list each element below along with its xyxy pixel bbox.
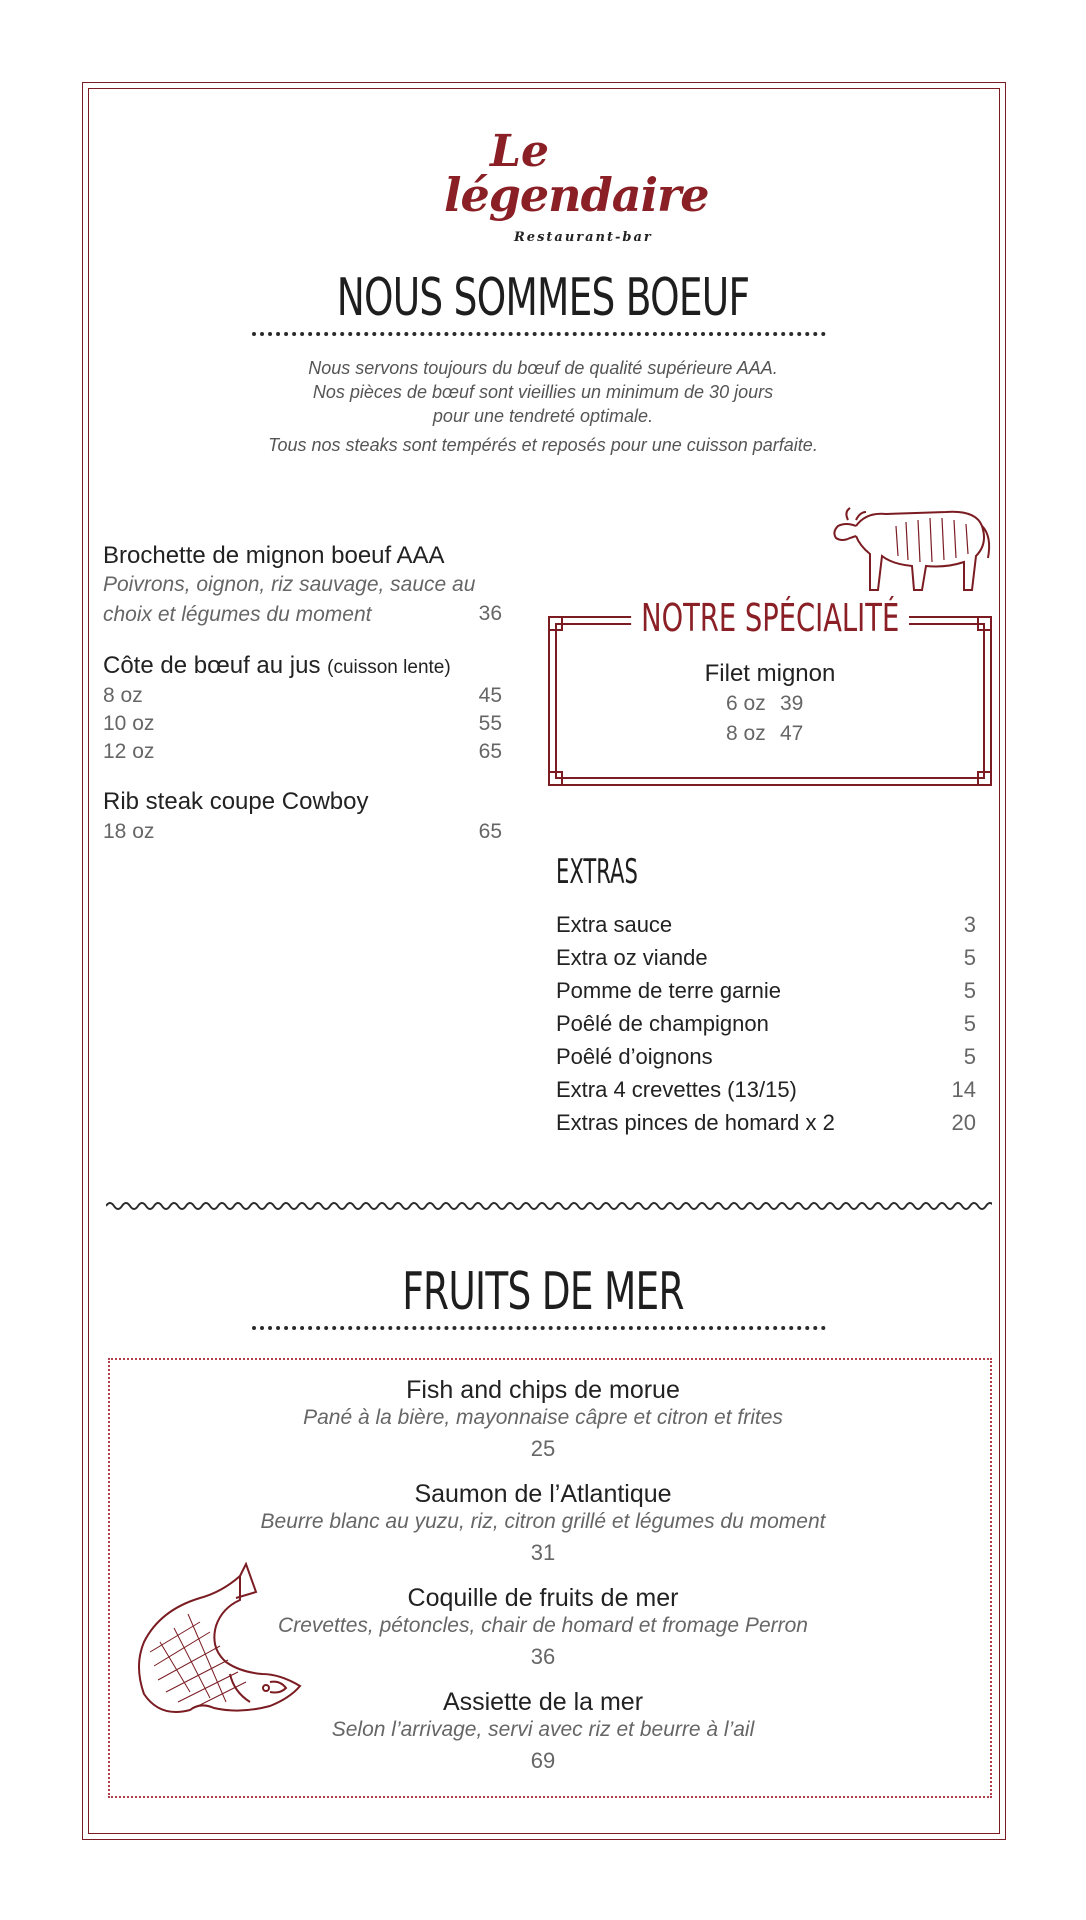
rib-steak-name: Rib steak coupe Cowboy [103, 788, 369, 815]
fish-illustration [130, 1562, 310, 1726]
extra-item-price: 5 [963, 1044, 976, 1069]
specialty-frame [548, 616, 992, 786]
rib-steak-size: 18 oz [103, 820, 155, 843]
extra-item-price: 20 [951, 1110, 976, 1135]
specialty-title-text: NOTRE SPÉCIALITÉ [631, 596, 909, 640]
extra-item [556, 1110, 976, 1142]
specialty-title [548, 596, 992, 640]
seafood-item-price: 36 [530, 1644, 556, 1669]
brochette-price: 36 [478, 602, 502, 625]
cow-illustration [826, 486, 996, 598]
cote-price-1: 45 [478, 684, 502, 707]
extra-item [556, 978, 976, 1010]
logo-subtitle: Restaurant-bar [514, 230, 653, 245]
extra-item-name: Poêlé d’oignons [556, 1044, 713, 1069]
brochette-desc-2: choix et légumes du moment [103, 603, 372, 626]
beef-intro-line-1: Nous servons toujours du bœuf de qualité supérieure AAA. [308, 358, 778, 378]
extra-item [556, 1077, 976, 1109]
extra-item [556, 912, 976, 944]
seafood-item-price: 69 [530, 1748, 556, 1773]
extra-item-name: Poêlé de champignon [556, 1011, 769, 1036]
extra-item-name: Extra 4 crevettes (13/15) [556, 1077, 797, 1102]
seafood-item [0, 1480, 1086, 1570]
extra-item [556, 1044, 976, 1076]
extra-item-name: Pomme de terre garnie [556, 978, 781, 1003]
seafood-item [0, 1376, 1086, 1466]
extra-item-name: Extras pinces de homard x 2 [556, 1110, 835, 1135]
brochette-desc-1: Poivrons, oignon, riz sauvage, sauce au [103, 573, 476, 596]
seafood-item-name: Assiette de la mer [442, 1688, 644, 1716]
wavy-divider [106, 1196, 992, 1216]
extra-item [556, 1011, 976, 1043]
brochette-name: Brochette de mignon boeuf AAA [103, 542, 445, 569]
seafood-item-name: Fish and chips de morue [406, 1376, 680, 1404]
specialty-box [548, 596, 992, 786]
cote-size-1: 8 oz [103, 684, 143, 707]
cote-boeuf-name [103, 652, 451, 680]
extras-title: EXTRAS [556, 852, 638, 892]
seafood-title-divider [252, 1326, 826, 1330]
seafood-item-desc: Pané à la bière, mayonnaise câpre et citron et frites [303, 1406, 783, 1429]
seafood-item-price: 25 [530, 1436, 556, 1461]
seafood-section-title: FRUITS DE MER [402, 1262, 684, 1322]
beef-intro-line-2: Nos pièces de bœuf sont vieillies un minimum de 30 jours [312, 382, 774, 402]
seafood-item-name: Saumon de l’Atlantique [414, 1480, 672, 1508]
logo-name: légendaire [444, 168, 709, 222]
extra-item-price: 3 [963, 912, 976, 937]
cote-price-2: 55 [478, 712, 502, 735]
specialty-size-2: 8 oz [726, 722, 766, 745]
beef-intro-line-4: Tous nos steaks sont tempérés et reposés pour une cuisson parfaite. [268, 435, 818, 455]
extra-item-name: Extra sauce [556, 912, 673, 937]
cote-size-2: 10 oz [103, 712, 155, 735]
seafood-item-desc: Beurre blanc au yuzu, riz, citron grillé et légumes du moment [260, 1510, 826, 1533]
cote-boeuf-title: Côte de bœuf au jus [103, 652, 321, 679]
specialty-size-1: 6 oz [726, 692, 766, 715]
specialty-price-2: 47 [780, 722, 804, 745]
beef-intro-line-3: pour une tendreté optimale. [432, 406, 654, 426]
beef-title-divider [252, 332, 826, 336]
extra-item-name: Extra oz viande [556, 945, 708, 970]
rib-steak-price: 65 [478, 820, 502, 843]
seafood-item-price: 31 [530, 1540, 556, 1565]
beef-section-title: NOUS SOMMES BOEUF [336, 268, 750, 328]
cote-boeuf-note: (cuisson lente) [327, 657, 451, 678]
extra-item-price: 5 [963, 978, 976, 1003]
extra-item-price: 5 [963, 1011, 976, 1036]
logo-le: Le [490, 126, 549, 177]
extra-item [556, 945, 976, 977]
specialty-item-name: Filet mignon [704, 660, 836, 687]
restaurant-logo [430, 126, 709, 250]
specialty-price-1: 39 [780, 692, 804, 715]
seafood-item-desc: Crevettes, pétoncles, chair de homard et fromage Perron [278, 1614, 808, 1637]
cote-size-3: 12 oz [103, 740, 155, 763]
extra-item-price: 14 [951, 1077, 976, 1102]
seafood-item-desc: Selon l’arrivage, servi avec riz et beurre à l’ail [331, 1718, 755, 1741]
seafood-item-name: Coquille de fruits de mer [407, 1584, 679, 1612]
cote-price-3: 65 [478, 740, 502, 763]
extra-item-price: 5 [963, 945, 976, 970]
